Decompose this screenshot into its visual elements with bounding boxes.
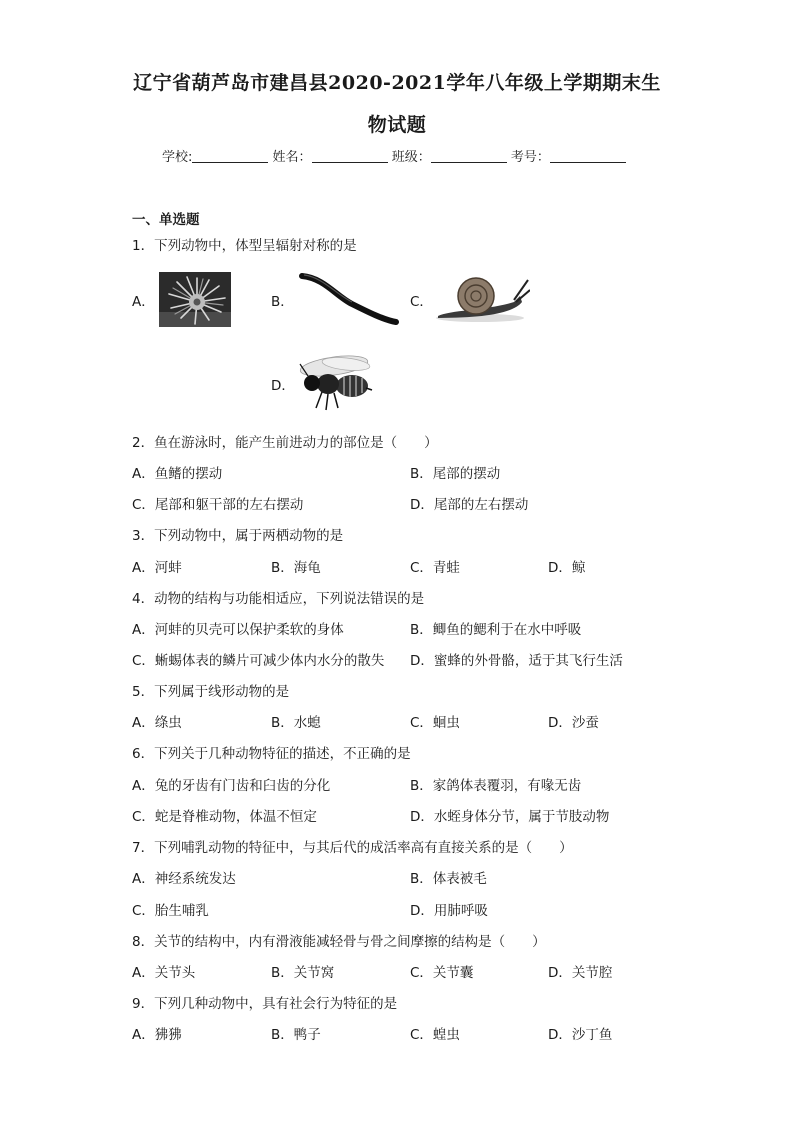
q5-option-b[interactable]: B．水螅 — [271, 715, 321, 731]
name-blank[interactable] — [312, 149, 388, 163]
q8-option-b[interactable]: B．关节窝 — [271, 965, 335, 981]
q3-option-d[interactable]: D．鲸 — [548, 560, 586, 576]
q3-option-b[interactable]: B．海龟 — [271, 560, 321, 576]
q7-option-c[interactable]: C．胎生哺乳 — [132, 903, 209, 919]
section-title: 一、单选题 — [132, 212, 200, 228]
q1-option-b-label[interactable]: B． — [271, 294, 294, 310]
q2-option-d[interactable]: D．尾部的左右摆动 — [410, 497, 529, 513]
exam-no-label: 考号： — [510, 150, 550, 165]
question-3-stem: 3．下列动物中，属于两栖动物的是 — [132, 528, 344, 544]
question-4-stem: 4．动物的结构与功能相适应，下列说法错误的是 — [132, 591, 425, 607]
q6-option-a[interactable]: A．兔的牙齿有门齿和臼齿的分化 — [132, 778, 331, 794]
q2-option-b[interactable]: B．尾部的摆动 — [410, 466, 501, 482]
question-2-stem: 2．鱼在游泳时，能产生前进动力的部位是（ ） — [132, 435, 438, 451]
question-5-stem: 5．下列属于线形动物的是 — [132, 684, 290, 700]
q6-option-c[interactable]: C．蛇是脊椎动物，体温不恒定 — [132, 809, 317, 825]
q4-option-b[interactable]: B．鲫鱼的鳃利于在水中呼吸 — [410, 622, 582, 638]
school-blank[interactable] — [192, 149, 268, 163]
question-8-stem: 8．关节的结构中，内有滑液能减轻骨与骨之间摩擦的结构是（ ） — [132, 934, 546, 950]
q9-option-d[interactable]: D．沙丁鱼 — [548, 1027, 613, 1043]
q9-option-b[interactable]: B．鸭子 — [271, 1027, 321, 1043]
q2-option-a[interactable]: A．鱼鳍的摆动 — [132, 466, 223, 482]
q4-option-c[interactable]: C．蜥蜴体表的鳞片可减少体内水分的散失 — [132, 653, 385, 669]
q1-option-d-label[interactable]: D． — [271, 378, 295, 394]
student-info-line — [162, 146, 626, 165]
q4-option-d[interactable]: D．蜜蜂的外骨骼，适于其飞行生活 — [410, 653, 623, 669]
question-6-stem: 6．下列关于几种动物特征的描述，不正确的是 — [132, 746, 411, 762]
q9-option-c[interactable]: C．蝗虫 — [410, 1027, 460, 1043]
question-9-stem: 9．下列几种动物中，具有社会行为特征的是 — [132, 996, 398, 1012]
q5-option-d[interactable]: D．沙蚕 — [548, 715, 599, 731]
q7-option-d[interactable]: D．用肺呼吸 — [410, 903, 488, 919]
q8-option-a[interactable]: A．关节头 — [132, 965, 196, 981]
name-label: 姓名： — [272, 150, 312, 165]
q8-option-d[interactable]: D．关节腔 — [548, 965, 613, 981]
earthworm-image — [296, 270, 402, 328]
q7-option-b[interactable]: B．体表被毛 — [410, 871, 487, 887]
q5-option-a[interactable]: A．绦虫 — [132, 715, 182, 731]
q4-option-a[interactable]: A．河蚌的贝壳可以保护柔软的身体 — [132, 622, 344, 638]
q1-option-a-label[interactable]: A． — [132, 294, 155, 310]
q2-option-c[interactable]: C．尾部和躯干部的左右摆动 — [132, 497, 304, 513]
q6-option-d[interactable]: D．水蛭身体分节，属于节肢动物 — [410, 809, 610, 825]
q3-option-c[interactable]: C．青蛙 — [410, 560, 460, 576]
q6-option-b[interactable]: B．家鸽体表覆羽，有喙无齿 — [410, 778, 582, 794]
page-title-line2: 物试题 — [367, 114, 427, 136]
class-label: 班级： — [391, 150, 431, 165]
page-title-line1: 辽宁省葫芦岛市建昌县2020-2021学年八年级上学期期末生 — [133, 72, 661, 94]
q5-option-c[interactable]: C．蛔虫 — [410, 715, 460, 731]
class-blank[interactable] — [431, 149, 507, 163]
question-1-stem: 1．下列动物中，体型呈辐射对称的是 — [132, 238, 357, 254]
sea-anemone-image — [159, 272, 231, 327]
q7-option-a[interactable]: A．神经系统发达 — [132, 871, 236, 887]
snail-image — [430, 272, 530, 324]
question-7-stem: 7．下列哺乳动物的特征中，与其后代的成活率高有直接关系的是（ ） — [132, 840, 573, 856]
school-label: 学校: — [162, 150, 193, 165]
bee-image — [294, 350, 382, 414]
q1-option-c-label[interactable]: C． — [410, 294, 433, 310]
q8-option-c[interactable]: C．关节囊 — [410, 965, 474, 981]
q9-option-a[interactable]: A．狒狒 — [132, 1027, 182, 1043]
q3-option-a[interactable]: A．河蚌 — [132, 560, 182, 576]
exam-no-blank[interactable] — [550, 149, 626, 163]
